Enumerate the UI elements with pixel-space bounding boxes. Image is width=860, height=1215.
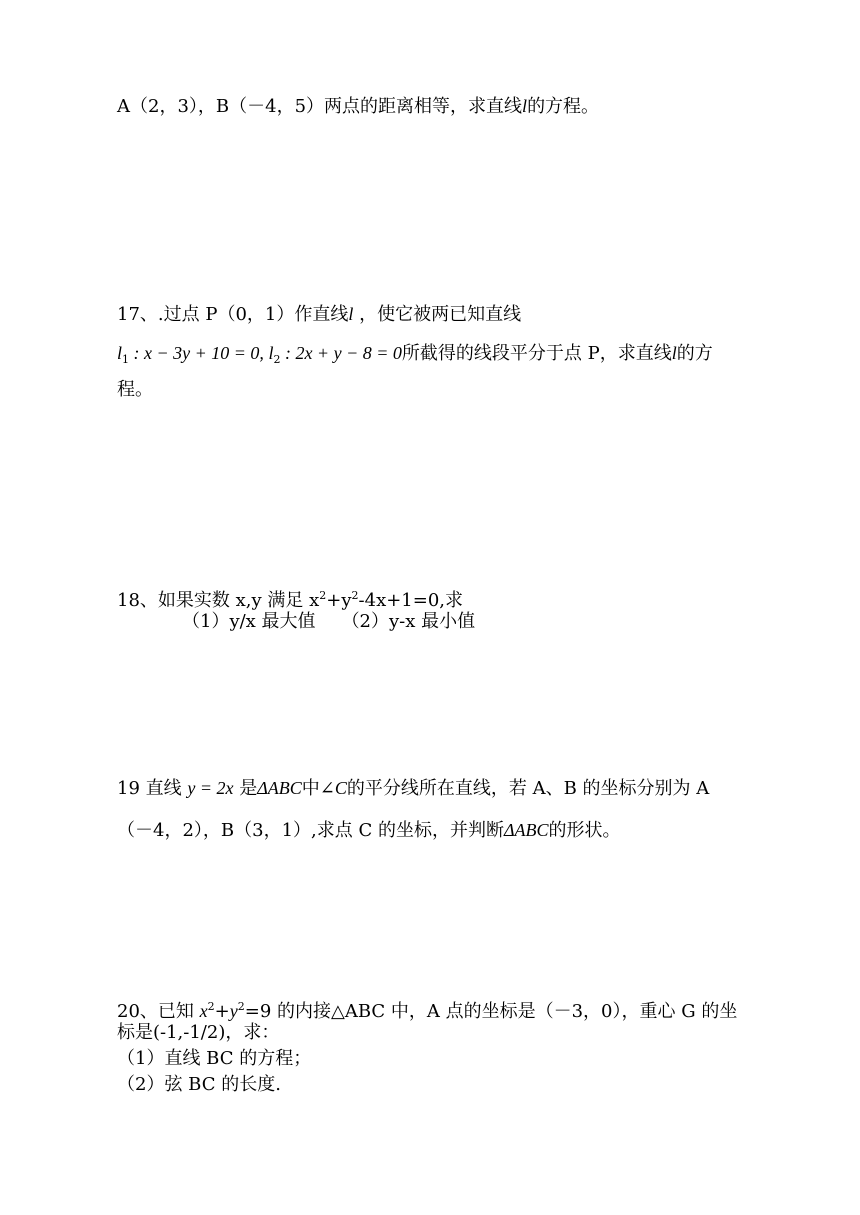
problem-17-line-2 [117, 341, 713, 372]
problem-17-text-c: 所截得的线段平分于点 P，求直线 [401, 343, 672, 364]
problem-20-text-b: =9 的内接△ABC 中，A 点的坐标是（－3，0），重心 G 的坐 [244, 1001, 738, 1022]
problem-20-part-2: （2）弦 BC 的长度. [117, 1074, 281, 1095]
equation-l1: : x − 3y + 10 = 0, [129, 343, 269, 363]
triangle-abc-symbol: ΔABC [257, 778, 302, 798]
problem-17-text-d: 的方 [676, 343, 713, 364]
superscript: 2 [319, 589, 327, 602]
problem-16-end: 的方程。 [527, 96, 600, 117]
l2-subscript: 2 [273, 353, 281, 366]
problem-17-text: 17、.过点 P（0，1）作直线 [117, 304, 349, 325]
problem-20-text-c: 标是(-1,-1/2)，求： [117, 1022, 280, 1043]
line-l-symbol: l [671, 343, 677, 363]
superscript: 2 [237, 1000, 245, 1013]
problem-17-line-1 [117, 302, 521, 327]
problem-19-line-2 [117, 818, 621, 843]
problem-19-line-1 [117, 776, 709, 801]
problem-17-text-b: ，使它被两已知直线 [353, 304, 522, 325]
line-l2-symbol: l [268, 343, 274, 363]
problem-18-line-1 [117, 584, 463, 613]
problem-18-text-plus: +y [326, 590, 352, 611]
problem-20-line-2 [117, 1021, 279, 1045]
superscript: 2 [207, 1000, 215, 1013]
triangle-abc-symbol: ΔABC [503, 820, 549, 840]
problem-18-text-b: -4x+1=0,求 [358, 590, 464, 611]
superscript: 2 [351, 589, 359, 602]
problem-18-line-2 [182, 610, 475, 634]
variable-y: y [229, 1001, 238, 1021]
problem-19-text-d: 的平分线所在直线，若 A、B 的坐标分别为 A [346, 778, 710, 799]
problem-19-text-b: 是 [233, 778, 258, 799]
problem-20-line-4 [117, 1073, 281, 1097]
problem-18-part-2: （2）y-x 最小值 [341, 611, 476, 632]
line-l-symbol: l [348, 304, 354, 324]
problem-20-text: 20、已知 [117, 1001, 200, 1022]
line-l1-symbol: l [117, 343, 123, 363]
l1-subscript: 1 [122, 353, 130, 366]
angle-c-symbol: ∠C [319, 778, 347, 798]
variable-x: x [199, 1001, 208, 1021]
equation-y-2x: y = 2x [187, 778, 234, 798]
plus-sign: + [214, 1001, 230, 1022]
problem-20-line-3 [117, 1047, 311, 1071]
problem-16-line-1 [117, 94, 599, 119]
problem-17-text-e: 程。 [117, 379, 153, 400]
problem-19-text-f: 的形状。 [548, 820, 621, 841]
problem-19-text: 19 直线 [117, 778, 188, 799]
problem-19-text-e: （－4，2），B（3，1）,求点 C 的坐标，并判断 [117, 820, 504, 841]
problem-18-text: 18、如果实数 x,y 满足 x [117, 590, 320, 611]
problem-17-line-3 [117, 378, 153, 402]
problem-19-text-c: 中 [301, 778, 320, 799]
problem-20-line-1 [117, 995, 737, 1024]
problem-18-part-1: （1）y/x 最大值 [182, 611, 316, 632]
equation-l2: : 2x + y − 8 = 0 [280, 343, 402, 363]
line-l-symbol: l [522, 96, 528, 116]
problem-16-text: A（2，3），B（－4，5）两点的距离相等，求直线 [117, 96, 523, 117]
problem-20-part-1: （1）直线 BC 的方程； [117, 1048, 312, 1069]
